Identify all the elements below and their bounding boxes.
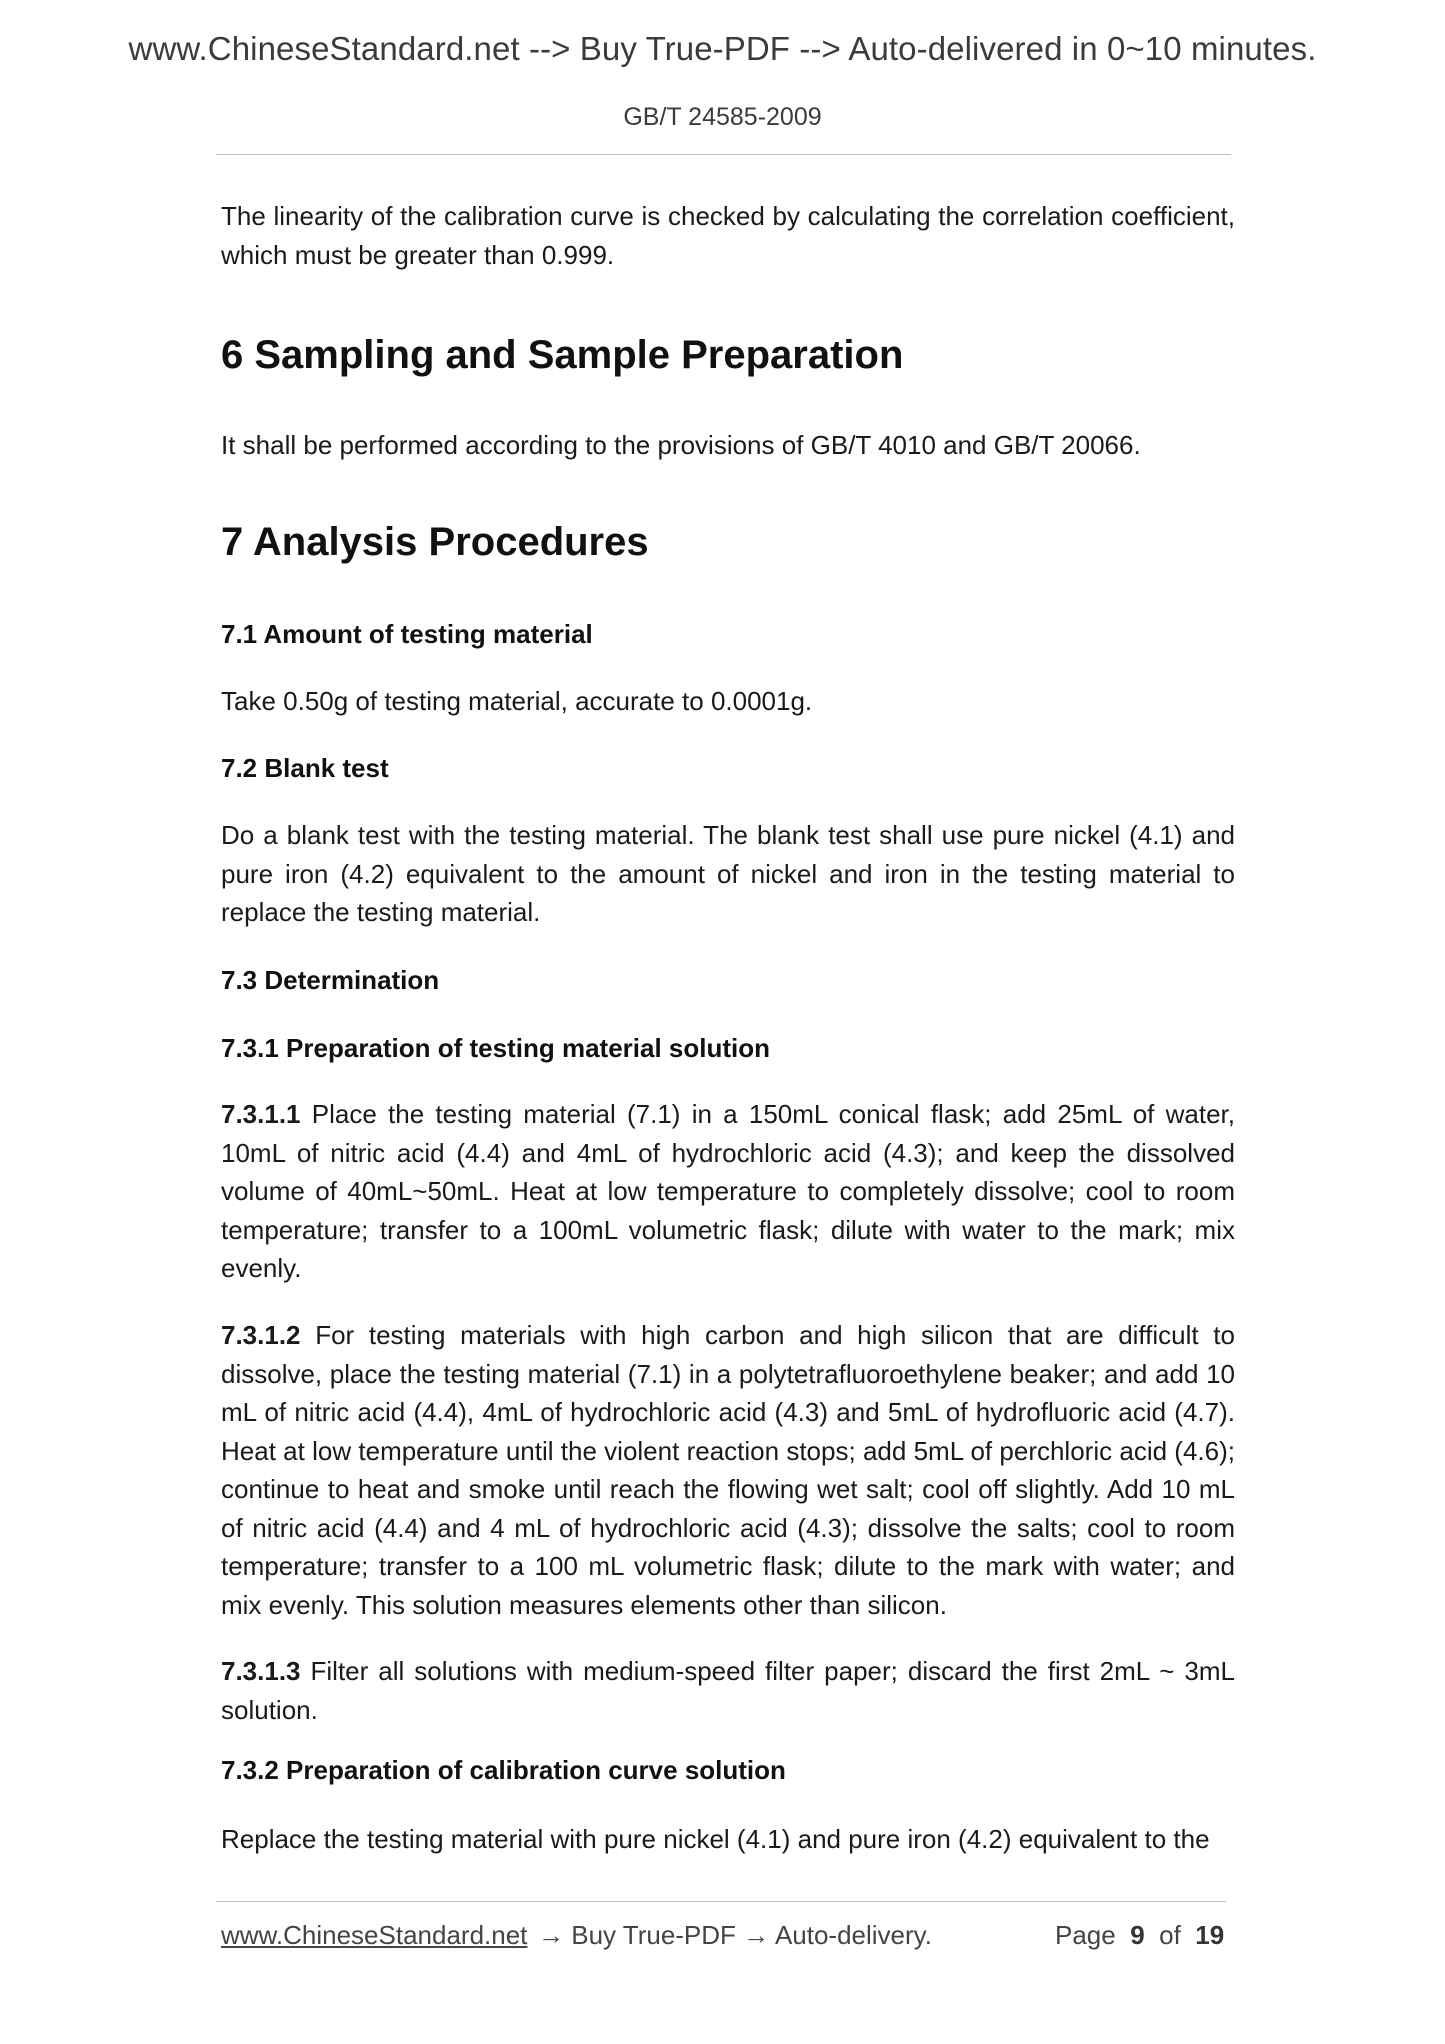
clause-number: 7.3.1.1 (221, 1099, 301, 1129)
section-7-1-text: Take 0.50g of testing material, accurate to 0.0001g. (221, 686, 813, 716)
clause-text: Filter all solutions with medium-speed filter paper; discard the first 2mL ~ 3mL solution. (221, 1656, 1235, 1725)
clause-number: 7.3.1.2 (221, 1320, 301, 1350)
header-divider (216, 154, 1231, 155)
clause-text: For testing materials with high carbon and high silicon that are difficult to dissolve, place the testing material (7.1) in a polytetrafluoroethylene beaker; and add 10 mL of nitric acid (4.4), 4mL of hydrochloric acid (4.3) and 5mL of hydrofluoric acid (4.7). Heat at low temperature until the violent reaction stops; add 5mL of perchloric acid (4.6); continue to heat and smoke until reach the flowing wet salt; cool off slightly. Add 10 mL of nitric acid (4.4) and 4 mL of hydrochloric acid (4.3); dissolve the salts; cool to room temperature; transfer to a 100 mL volumetric flask; dilute to the mark with water; and mix evenly. This solution measures elements other than silicon. (221, 1320, 1235, 1620)
page-indicator (1055, 1920, 1224, 1951)
section-7-3-heading: 7.3 Determination (221, 965, 440, 995)
clause-7-3-1-1 (221, 1095, 1235, 1288)
section-7-1-heading: 7.1 Amount of testing material (221, 619, 593, 649)
section-6-text: It shall be performed according to the provisions of GB/T 4010 and GB/T 20066. (221, 430, 1141, 460)
intro-paragraph: The linearity of the calibration curve is checked by calculating the correlation coefficient, which must be greater than 0.999. (221, 201, 1235, 270)
page-total: 19 (1195, 1920, 1225, 1950)
section-7-2-heading: 7.2 Blank test (221, 753, 389, 783)
document-code: GB/T 24585-2009 (623, 103, 822, 131)
section-7-3-2-text: Replace the testing material with pure nickel (4.1) and pure iron (4.2) equivalent to the (221, 1824, 1210, 1854)
clause-7-3-1-3 (221, 1652, 1235, 1729)
of-label: of (1159, 1920, 1181, 1950)
section-7-3-1-heading: 7.3.1 Preparation of testing material solution (221, 1033, 771, 1063)
top-banner: www.ChineseStandard.net --> Buy True-PDF --> Auto-delivered in 0~10 minutes. (128, 30, 1317, 67)
page-number: 9 (1130, 1920, 1145, 1950)
footer-divider (216, 1901, 1226, 1902)
footer-website-link[interactable]: www.ChineseStandard.net (221, 1920, 528, 1950)
section-7-2-text: Do a blank test with the testing material. The blank test shall use pure nickel (4.1) and pure iron (4.2) equivalent to the amount of nickel and iron in the testing material to replace the testing material. (221, 820, 1235, 927)
page-label: Page (1055, 1920, 1116, 1950)
clause-7-3-1-2 (221, 1316, 1235, 1624)
footer-tagline: → Buy True-PDF → Auto-delivery. (538, 1920, 932, 1950)
section-6-heading: 6 Sampling and Sample Preparation (221, 333, 904, 377)
section-7-3-2-heading: 7.3.2 Preparation of calibration curve solution (221, 1755, 786, 1785)
clause-text: Place the testing material (7.1) in a 150mL conical flask; add 25mL of water, 10mL of nitric acid (4.4) and 4mL of hydrochloric acid (4.3); and keep the dissolved volume of 40mL~50mL. Heat at low temperature to completely dissolve; cool to room temperature; transfer to a 100mL volumetric flask; dilute with water to the mark; mix evenly. (221, 1099, 1235, 1283)
clause-number: 7.3.1.3 (221, 1656, 301, 1686)
section-7-heading: 7 Analysis Procedures (221, 520, 649, 564)
